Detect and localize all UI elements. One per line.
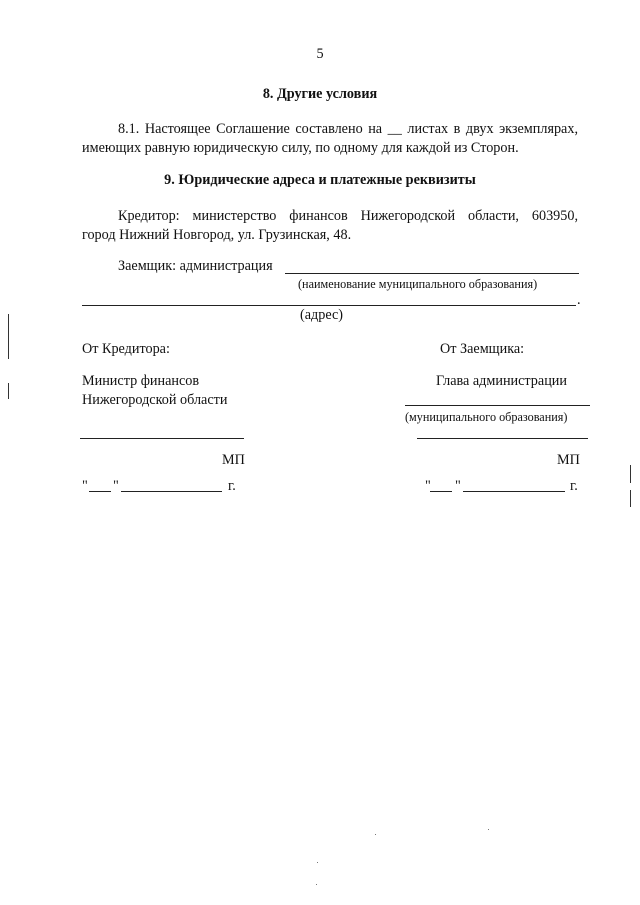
borrower-date-month-line: [463, 491, 565, 492]
creditor-paragraph: [82, 207, 578, 245]
creditor-line-2: город Нижний Новгород, ул. Грузинская, 48.: [82, 227, 352, 243]
scan-mark-left-bottom: [8, 383, 9, 399]
creditor-date-month-line: [121, 491, 222, 492]
scan-speck: [375, 834, 376, 835]
borrower-name-line: [285, 273, 579, 274]
scan-mark-right-top: [630, 465, 631, 483]
scan-mark-right-bottom: [630, 490, 631, 507]
creditor-signature-header: От Кредитора:: [82, 341, 170, 357]
creditor-date-quote-close: ": [113, 478, 119, 494]
creditor-date-quote-open: ": [82, 478, 88, 494]
creditor-position-line-2: Нижегородской области: [82, 392, 228, 408]
scan-speck: [317, 862, 318, 863]
section-8-line-1: 8.1. Настоящее Соглашение составлено на __ листах в двух экземплярах,: [118, 121, 578, 137]
section-8-heading: 8. Другие условия: [262, 86, 378, 102]
page-number: 5: [316, 46, 324, 62]
borrower-signature-line: [417, 438, 588, 439]
creditor-date-year: г.: [228, 478, 236, 494]
section-8-line-2: имеющих равную юридическую силу, по одному для каждой из Сторон.: [82, 140, 519, 156]
borrower-position-line: [405, 405, 590, 406]
borrower-date-quote-open: ": [425, 478, 431, 494]
section-8-paragraph: [82, 120, 578, 158]
creditor-date-day-line: [89, 491, 111, 492]
creditor-signature-line: [80, 438, 244, 439]
address-caption: (адрес): [300, 307, 344, 323]
scan-speck: [488, 829, 489, 830]
borrower-date-year: г.: [570, 478, 578, 494]
borrower-position-line-1: Глава администрации: [436, 373, 567, 389]
borrower-date-day-line: [430, 491, 452, 492]
borrower-stamp-label: МП: [557, 452, 580, 468]
address-line-dot: .: [577, 292, 581, 308]
section-9-heading: 9. Юридические адреса и платежные реквизиты: [164, 172, 476, 188]
borrower-signature-header: От Заемщика:: [440, 341, 525, 357]
borrower-date-quote-close: ": [455, 478, 461, 494]
creditor-stamp-label: МП: [222, 452, 245, 468]
scan-speck: [316, 884, 317, 885]
creditor-line-1: Кредитор: министерство финансов Нижегородской области, 603950,: [118, 208, 578, 224]
borrower-position-caption: (муниципального образования): [405, 410, 568, 424]
scan-mark-left-top: [8, 314, 9, 359]
address-line: [82, 305, 576, 306]
municipality-name-caption: (наименование муниципального образования): [298, 277, 538, 291]
borrower-label: Заемщик: администрация: [118, 258, 273, 274]
creditor-position-line-1: Министр финансов: [82, 373, 200, 389]
